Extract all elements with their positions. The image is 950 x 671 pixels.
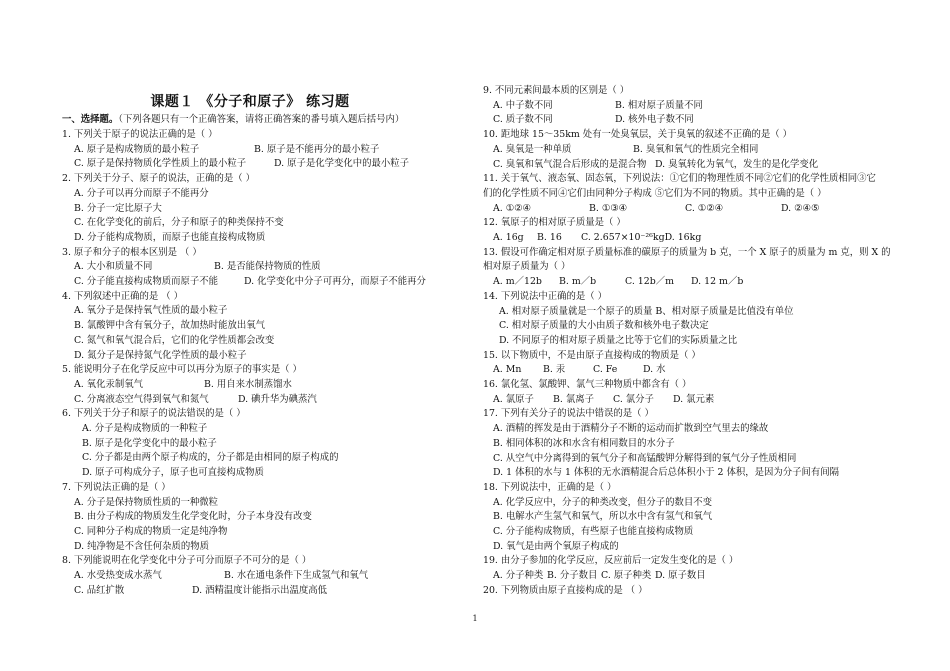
answer-option: D. 碘升华为碘蒸汽 bbox=[238, 393, 317, 405]
option-row bbox=[493, 569, 709, 583]
answer-option: B. ①③④ bbox=[589, 202, 628, 214]
question-line: 18. 下列说法中，正确的是（ ） bbox=[483, 481, 617, 493]
question-line: D. 纯净物是不含任何杂质的物质 bbox=[74, 540, 210, 552]
question-line: B. 氯酸钾中含有氧分子，故加热时能放出氧气 bbox=[74, 320, 265, 332]
answer-option: C. 臭氧和氧气混合后形成的是混合物 bbox=[493, 158, 647, 170]
section-note: （下列各题只有一个正确答案，请将正确答案的番号填入题后括号内） bbox=[118, 114, 405, 125]
question-line: 9. 不同元素间最本质的区别是（ ） bbox=[483, 85, 630, 96]
question-line: 1. 下列关于原子的说法正确的是（ ） bbox=[62, 129, 218, 140]
answer-option: A. 大小和质量不同 bbox=[74, 261, 153, 273]
answer-option: D. 16kg bbox=[664, 232, 702, 243]
question-line: B. 由分子构成的物质发生化学变化时，分子本身没有改变 bbox=[74, 511, 312, 523]
option-row bbox=[74, 569, 374, 583]
question-line: A. 相对原子质量就是一个原子的质量 B、相对原子质量是比值没有单位 bbox=[499, 305, 794, 317]
option-row bbox=[493, 143, 773, 157]
question-line: 4. 下列叙述中正确的是 （ ） bbox=[62, 290, 184, 302]
answer-option: B. 原子是不能再分的最小粒子 bbox=[254, 143, 380, 155]
answer-option: C. 原子种类 bbox=[601, 570, 652, 582]
question-line: 们的化学性质不同④它们由同种分子构成 ⑤它们为不同的物质。其中正确的是（ ） bbox=[483, 187, 827, 199]
answer-option: C. 质子数不同 bbox=[493, 114, 553, 126]
question-line: D. 氮分子是保持氮气化学性质的最小粒子 bbox=[74, 349, 247, 361]
answer-option: A. 氧化汞制氧气 bbox=[74, 378, 143, 390]
question-line: 20. 下列物质由原子直接构成的是 （ ） bbox=[483, 584, 648, 596]
answer-option: A. 分子种类 bbox=[493, 570, 544, 582]
question-line: B. 相同体积的冰和水含有相同数目的水分子 bbox=[493, 437, 675, 449]
question-line: B. 分子一定比原子大 bbox=[74, 202, 162, 214]
section-heading-line bbox=[62, 113, 404, 127]
question-line: 11. 关于氧气、液态氧、固态氧，下列说法：①它们的物理性质不同②它们的化学性质相同③它 bbox=[483, 173, 876, 185]
option-row bbox=[493, 275, 757, 289]
answer-option: B. 氯离子 bbox=[553, 393, 594, 405]
page-title: 课题１ 《分子和原子》 练习题 bbox=[150, 94, 350, 110]
answer-option: D. 12 m／b bbox=[691, 276, 744, 288]
option-row bbox=[74, 157, 474, 171]
answer-option: B. 分子数目 bbox=[547, 570, 598, 582]
answer-option: D. 水 bbox=[643, 364, 666, 376]
answer-option: A. 臭氧是一种单质 bbox=[493, 143, 572, 155]
question-line: A. 分子是保持物质性质的一种微粒 bbox=[74, 496, 218, 508]
answer-option: D. 化学变化中分子可再分，而原子不能再分 bbox=[244, 276, 426, 287]
question-line: 7. 下列说法正确的是（ ） bbox=[62, 481, 171, 493]
option-row bbox=[74, 378, 334, 392]
question-line: A. 分子可以再分而原子不能再分 bbox=[74, 187, 209, 199]
answer-option: A. 中子数不同 bbox=[493, 99, 553, 111]
question-line: B. 原子是化学变化中的最小粒子 bbox=[82, 437, 217, 449]
answer-option: B. 相对原子质量不同 bbox=[615, 99, 703, 111]
option-row bbox=[74, 584, 327, 598]
question-line: C. 氮气和氧气混合后，它们的化学性质都会改变 bbox=[74, 334, 275, 346]
answer-option: C. ①②④ bbox=[685, 202, 724, 214]
answer-option: D. 原子数目 bbox=[655, 570, 706, 582]
question-line: A. 分子是构成物质的一种粒子 bbox=[82, 423, 208, 434]
answer-option: A. ①②④ bbox=[493, 202, 531, 214]
question-line: D. 原子可构成分子，原子也可直接构成物质 bbox=[82, 467, 264, 479]
answer-option: D. 原子是化学变化中的最小粒子 bbox=[274, 158, 410, 170]
option-row bbox=[74, 260, 354, 274]
question-line: A. 化学反应中，分子的种类改变，但分子的数目不变 bbox=[493, 496, 712, 508]
answer-option: C. Fe bbox=[593, 364, 618, 376]
question-line: 15. 以下物质中，不是由原子直接构成的物质是（ ） bbox=[483, 349, 701, 361]
answer-option: C. 12b／m bbox=[625, 276, 674, 288]
answer-option: B. 是否能保持物质的性质 bbox=[214, 261, 321, 273]
question-line: 3. 原子和分子的根本区别是 （ ） bbox=[62, 246, 202, 258]
answer-option: A. 原子是构成物质的最小粒子 bbox=[74, 143, 200, 155]
question-line: C. 相对原子质量的大小由质子数和核外电子数决定 bbox=[499, 320, 709, 332]
question-line: 12. 氧原子的相对原子质量是（ ） bbox=[483, 217, 626, 229]
answer-option: B. m／b bbox=[559, 276, 597, 288]
question-line: D. 分子能构成物质，而原子也能直接构成物质 bbox=[74, 231, 266, 243]
answer-option: A. Mn bbox=[493, 364, 522, 376]
answer-option: C. 分离液态空气得到氧气和氮气 bbox=[74, 393, 209, 405]
question-line: 相对原子质量为（ ） bbox=[483, 261, 571, 273]
option-row bbox=[493, 363, 693, 377]
question-line: C. 从空气中分离得到的氧气分子和高锰酸钾分解得到的氧气分子性质相同 bbox=[493, 452, 797, 464]
option-row bbox=[74, 143, 434, 157]
question-line: C. 在化学变化的前后，分子和原子的种类保持不变 bbox=[74, 217, 284, 229]
option-row bbox=[493, 393, 733, 407]
answer-option: B. 汞 bbox=[543, 364, 566, 376]
answer-option: C. 分子能直接构成物质而原子不能 bbox=[74, 276, 219, 287]
question-line: 14. 下列说法中正确的是（ ） bbox=[483, 290, 607, 302]
question-line: B. 电解水产生氢气和氧气，所以水中含有氢气和氧气 bbox=[493, 511, 713, 523]
question-line: D. 不同原子的相对原子质量之比等于它们的实际质量之比 bbox=[499, 334, 738, 346]
answer-option: A. 水受热变成水蒸气 bbox=[74, 570, 162, 581]
answer-option: B. 16 bbox=[537, 232, 562, 243]
answer-option: A. m／12b bbox=[493, 276, 542, 288]
question-line: A. 酒精的挥发是由于酒精分子不断的运动而扩散到空气里去的缘故 bbox=[493, 423, 769, 435]
question-line: D. 1 体积的水与 1 体积的无水酒精混合后总体积小于 2 体积，是因为分子间有间隔 bbox=[493, 467, 839, 479]
answer-option: D. 核外电子数不同 bbox=[615, 114, 694, 126]
answer-option: C. 品红扩散 bbox=[74, 584, 125, 596]
question-line: 5. 能说明分子在化学反应中可以再分为原子的事实是（ ） bbox=[62, 364, 302, 376]
answer-option: D. 酒精温度计能指示出温度高低 bbox=[192, 584, 328, 596]
question-line: C. 分子能构成物质，有些原子也能直接构成物质 bbox=[493, 526, 694, 537]
question-line: 10. 距地球 15～35km 处有一处臭氧层，关于臭氧的叙述不正确的是（ ） bbox=[483, 129, 793, 141]
option-row bbox=[493, 158, 818, 172]
answer-option: B. 臭氧和氧气的性质完全相同 bbox=[633, 143, 759, 155]
option-row bbox=[74, 393, 402, 407]
question-line: 6. 下列关于分子和原子的说法错误的是（ ） bbox=[62, 408, 246, 420]
question-line: D. 氧气是由两个氧原子构成的 bbox=[493, 540, 619, 552]
option-row bbox=[493, 231, 709, 245]
option-row bbox=[74, 275, 426, 289]
answer-option: D. ②④⑤ bbox=[781, 202, 820, 214]
option-row bbox=[493, 99, 737, 113]
question-line: C. 同种分子构成的物质一定是纯净物 bbox=[74, 525, 228, 537]
question-line: C. 分子都是由两个原子构成的，分子都是由相同的原子构成的 bbox=[82, 452, 339, 464]
option-row bbox=[493, 202, 877, 216]
answer-option: C. 2.657×10⁻²⁶kg bbox=[581, 232, 665, 243]
answer-option: D. 臭氧转化为氧气，发生的是化学变化 bbox=[655, 158, 819, 170]
question-line: 8. 下列能说明在化学变化中分子可分而原子不可分的是（ ） bbox=[62, 555, 312, 567]
section-heading: 一、选择题。 bbox=[62, 114, 119, 125]
answer-option: C. 氯分子 bbox=[613, 393, 654, 405]
answer-option: A. 16g bbox=[493, 232, 524, 243]
answer-option: A. 氯原子 bbox=[493, 393, 534, 405]
answer-option: C. 原子是保持物质化学性质上的最小粒子 bbox=[74, 158, 247, 170]
answer-option: D. 氯元素 bbox=[673, 393, 715, 405]
question-line: 17. 下列有关分子的说法中错误的是（ ） bbox=[483, 408, 654, 420]
question-line: A. 氧分子是保持氧气性质的最小粒子 bbox=[74, 305, 228, 317]
question-line: 19. 由分子参加的化学反应，反应前后一定发生变化的是（ ） bbox=[483, 555, 739, 567]
question-line: 13. 假设可作确定相对原子质量标准的碳原子的质量为 b 克，一个 X 原子的质量为 m 克，则 X 的 bbox=[483, 246, 891, 258]
option-row bbox=[493, 113, 737, 127]
question-line: 16. 氯化氢、氯酸钾、氯气三种物质中都含有（ ） bbox=[483, 379, 692, 390]
question-line: 2. 下列关于分子、原子的说法，正确的是（ ） bbox=[62, 173, 256, 185]
answer-option: B. 用自来水制蒸馏水 bbox=[204, 378, 292, 390]
answer-option: B. 水在通电条件下生成氢气和氧气 bbox=[224, 570, 369, 581]
page-number: 1 bbox=[472, 614, 478, 623]
